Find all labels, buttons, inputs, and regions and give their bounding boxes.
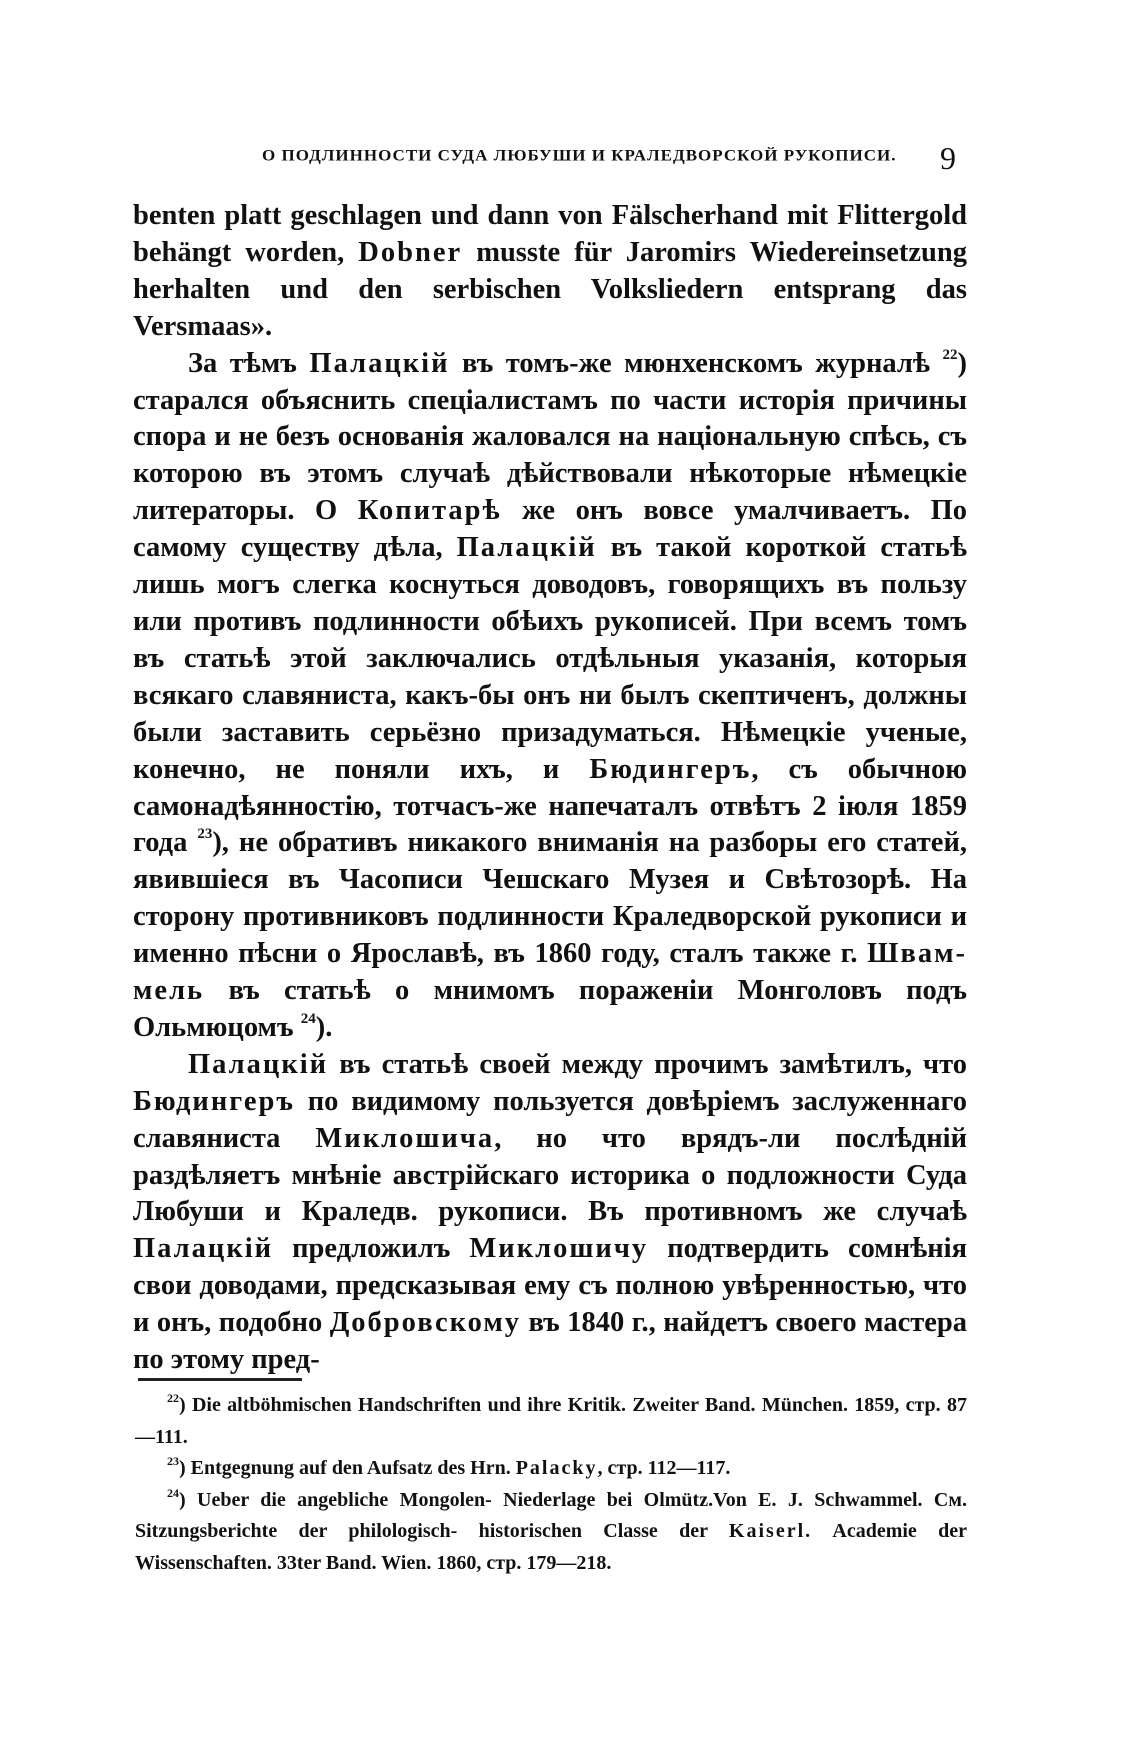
text-run: въ статьѣ о мнимомъ пораженіи Монголовъ подъ Ольмюцомъ — [133, 975, 967, 1043]
person-name: Палацкій — [188, 1048, 329, 1080]
paragraph-1 — [133, 198, 967, 346]
footnote-text: ) Ueber die angebliche Mongolen- Niederlage bei Olmütz.Von E. J. Schwammel. См. Sitzungsberichte der philologisch- historischen Classe der — [135, 1488, 967, 1542]
person-name: Миклошичу — [469, 1233, 649, 1265]
paragraph-2 — [133, 346, 967, 1047]
text-run: въ такой короткой статьѣ лишь могъ слегка коснуться доводовъ, говорящихъ въ пользу или противъ подлинности обѣихъ рукописей. При всемъ томъ въ статьѣ этой заключались отдѣльныя указанія, которыя всякаго славяниста, какъ-бы онъ ни былъ скептиченъ, должны были заставить серьёзно призадуматься. Нѣмецкіе ученые, конечно, не поняли ихъ, и — [133, 532, 967, 785]
main-text — [133, 198, 967, 1379]
person-name: Kaiserl. — [728, 1520, 813, 1542]
person-name: Палацкій — [133, 1233, 274, 1265]
footnote-ref: 23 — [197, 826, 213, 843]
text-run: предложилъ — [292, 1233, 451, 1265]
page-number: 9 — [940, 140, 956, 176]
text-run: musste für Jaromirs Wiedereinsetzung herhalten und den serbischen Volksliedern entsprang das Versmaas». — [133, 236, 968, 342]
footnote-marker: 22 — [167, 1391, 179, 1405]
text-run: ) старался объяснить спеціалистамъ по части исторія причины спора и не безъ основанія жаловался на національную спѣсь, съ которою въ этомъ случаѣ дѣйствовали нѣкоторые нѣмецкіе литераторы. О — [133, 347, 968, 527]
footnote-text: ) Entgegnung auf den Aufsatz des Hrn. — [179, 1457, 511, 1479]
footnote-text: ) Die altböhmischen Handschriften und ihre Kritik. Zweiter Band. München. 1859, стр. 87—111. — [135, 1394, 967, 1448]
footnotes — [135, 1390, 967, 1579]
person-name: Dobner — [358, 236, 463, 268]
text-run: benten platt geschlagen und dann von Fälscherhand mit Flittergold behängt worden, — [133, 200, 967, 268]
footnote-divider — [138, 1378, 302, 1381]
text-run: ). — [315, 1011, 333, 1043]
text-run: За тѣмъ — [188, 347, 297, 379]
footnote-text: Academie der Wissenschaften. 33ter Band. Wien. 1860, стр. 179—218. — [135, 1520, 967, 1574]
person-name: Palacky — [515, 1457, 598, 1479]
person-name: Копитарѣ — [357, 495, 502, 527]
text-run: ), не обративъ никакого вниманія на разборы его статей, явившіеся въ Часописи Чешскаго Музея и Свѣтозорѣ. На сторону противниковъ подлинности Краледворской рукописи и именно пѣсни о Ярославѣ, въ 1860 году, сталъ также г. — [133, 827, 968, 970]
text-run: , съ обычною самонадѣянностію, тотчасъ-же напечаталъ отвѣтъ 2 іюля 1859 года — [133, 753, 968, 859]
paragraph-3 — [133, 1047, 967, 1379]
text-run: подтвердить сомнѣнія свои доводами, предсказывая ему съ полною увѣренностью, что и онъ, подобно — [133, 1233, 968, 1339]
person-name: Палацкій — [309, 347, 450, 379]
person-name: Миклошича — [315, 1122, 495, 1154]
text-run: же онъ вовсе умалчиваетъ. По самому существу дѣла, — [133, 495, 968, 564]
person-name: Бюдингеръ — [133, 1085, 295, 1117]
footnote-marker: 24 — [167, 1485, 179, 1500]
person-name: Швам- мель — [133, 938, 968, 1007]
footnote-ref: 22 — [942, 346, 958, 363]
footnote-23 — [135, 1453, 967, 1485]
footnote-marker: 23 — [167, 1454, 179, 1468]
person-name: Бюдингеръ — [589, 753, 752, 785]
footnote-22 — [135, 1390, 967, 1453]
text-run: по видимому пользуется довѣріемъ заслуженнаго славяниста — [133, 1085, 967, 1154]
text-run: въ 1840 г., найдетъ своего мастера по этому пред- — [133, 1307, 968, 1376]
footnote-text: , стр. 112—117. — [597, 1457, 731, 1479]
person-name: Добровскому — [329, 1307, 522, 1339]
person-name: Палацкій — [456, 532, 597, 564]
text-run: , но что врядъ-ли послѣдній раздѣляетъ мнѣніе австрійскаго историка о подложности Суда Любуши и Краледв. рукописи. Въ противномъ же случаѣ — [133, 1122, 967, 1228]
text-run: въ томъ-же мюнхенскомъ журналѣ — [462, 347, 931, 379]
text-run: въ статьѣ своей между прочимъ замѣтилъ, что — [339, 1048, 967, 1080]
footnote-ref: 24 — [300, 1010, 316, 1027]
footnote-24 — [135, 1485, 967, 1580]
running-title: О ПОДЛИННОСТИ СУДА ЛЮБУШИ И КРАЛЕДВОРСКОЙ РУКОПИСИ. — [262, 147, 897, 165]
